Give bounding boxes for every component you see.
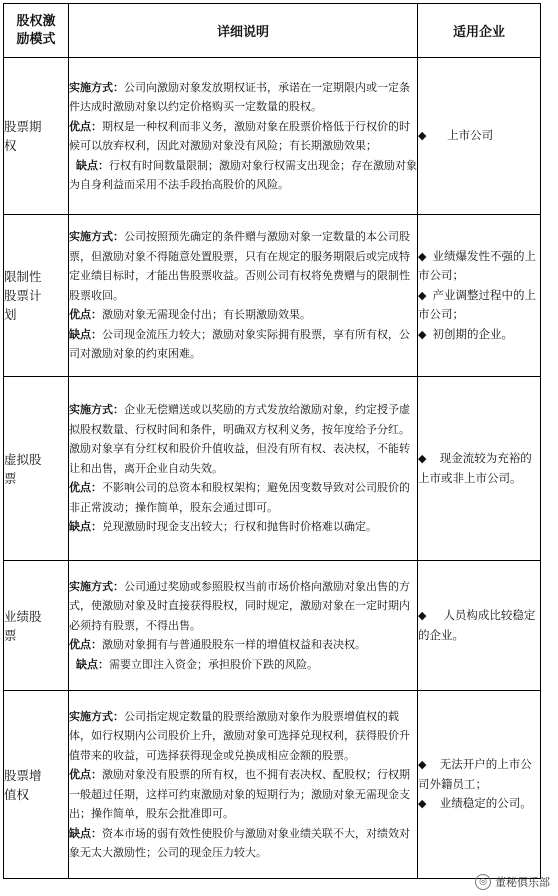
enterprise-cell: ◆ 人员构成比较稳定的企业。 [418, 561, 541, 691]
mode-cell: 股票增值权 [4, 691, 69, 879]
detail-cell: 实施方式：公司向激励对象发放期权证书，承诺在一定期限内或一定条件达成时激励对象以约定价格购买一定数量的股权。 优点：期权是一种权利而非义务，激励对象在股票价格低于行权价的时候可以放弃权利，因此对激励对象没有风险；有长期激励效果； 缺点：行权有时间数量限制；激励对象行权需支出现金；存在激励对象为自身利益而采用不法手段抬高股价的风险。 [69, 58, 418, 215]
mode-cell: 业绩股票 [4, 561, 69, 691]
enterprise-cell: ◆ 上市公司 [418, 58, 541, 215]
mode-cell: 股票期权 [4, 58, 69, 215]
enterprise-cell: ◆ 无法开户的上市公司外籍员工； ◆ 业绩稳定的公司。 [418, 691, 541, 879]
bullet-icon: ◆ [418, 609, 427, 622]
table-row [4, 215, 541, 377]
table-row [4, 377, 541, 561]
equity-incentive-table [3, 3, 541, 879]
header-mode: 股权激励模式 [4, 4, 69, 58]
enterprise-cell: ◆ 业绩爆发性不强的上市公司； ◆ 产业调整过程中的上市公司； ◆ 初创期的企业。 [418, 215, 541, 377]
watermark [475, 874, 550, 890]
detail-cell: 实施方式：公司指定规定数量的股票给激励对象作为股票增值权的载体，如行权期内公司股价上升，激励对象可选择兑现权利，获得股价升值带来的收益，可选择获得现金或兑换成相应金额的股票。 优点：激励对象没有股票的所有权，也不拥有表决权、配股权；行权期一般超过任期，这样可约束激励对象的短期行为；激励对象无需现金支出；操作简单，股东会批准即可。 缺点：资本市场的弱有效性使股价与激励对象业绩关联不大，对绩效对象无太大激励性；公司的现金压力较大。 [69, 691, 418, 879]
detail-cell: 实施方式：企业无偿赠送或以奖励的方式发放给激励对象，约定授予虚拟股权数量、行权时间和条件，明确双方权利义务，按年度给予分红。激励对象享有分红权和股价升值收益，但没有所有权、表决权，不能转让和出售，离开企业自动失效。 优点：不影响公司的总资本和股权架构；避免因变数导致对公司股价的非正常波动；操作简单，股东会通过即可。 缺点：兑现激励时现金支出较大；行权和抛售时价格难以确定。 [69, 377, 418, 561]
mode-cell: 虚拟股票 [4, 377, 69, 561]
detail-cell: 实施方式：公司通过奖励或参照股权当前市场价格向激励对象出售的方式，使激励对象及时直接获得股权，同时规定，激励对象在一定时期内必须持有股票，不得出售。 优点：激励对象拥有与普通股股东一样的增值权益和表决权。 缺点：需要立即注入资金；承担股价下跌的风险。 [69, 561, 418, 691]
bullet-icon: ◆ [418, 249, 427, 263]
watermark-text: 董秘俱乐部 [495, 876, 550, 889]
bullet-icon: ◆ [418, 129, 427, 143]
header-row [4, 4, 541, 58]
bullet-icon: ◆ [418, 452, 427, 465]
bullet-icon: ◆ [418, 327, 427, 341]
header-enterprise: 适用企业 [418, 4, 541, 58]
table-row [4, 691, 541, 879]
header-detail: 详细说明 [69, 4, 418, 58]
bullet-icon: ◆ [418, 758, 427, 772]
enterprise-cell: ◆ 现金流较为充裕的上市或非上市公司。 [418, 377, 541, 561]
bullet-icon: ◆ [418, 288, 427, 302]
mode-cell: 限制性股票计划 [4, 215, 69, 377]
table-row [4, 58, 541, 215]
bullet-icon: ◆ [418, 797, 427, 811]
detail-cell: 实施方式：公司按照预先确定的条件赠与激励对象一定数量的本公司股票，但激励对象不得随意处置股票，只有在规定的服务期限后或完成特定业绩目标时，才能出售股票收益。否则公司有权将免费赠与的限制性股票收回。 优点：激励对象无需现金付出；有长期激励效果。 缺点：公司现金流压力较大；激励对象实际拥有股票，享有所有权，公司对激励对象的约束困难。 [69, 215, 418, 377]
table-row [4, 561, 541, 691]
wechat-icon: ◎ [475, 874, 491, 890]
